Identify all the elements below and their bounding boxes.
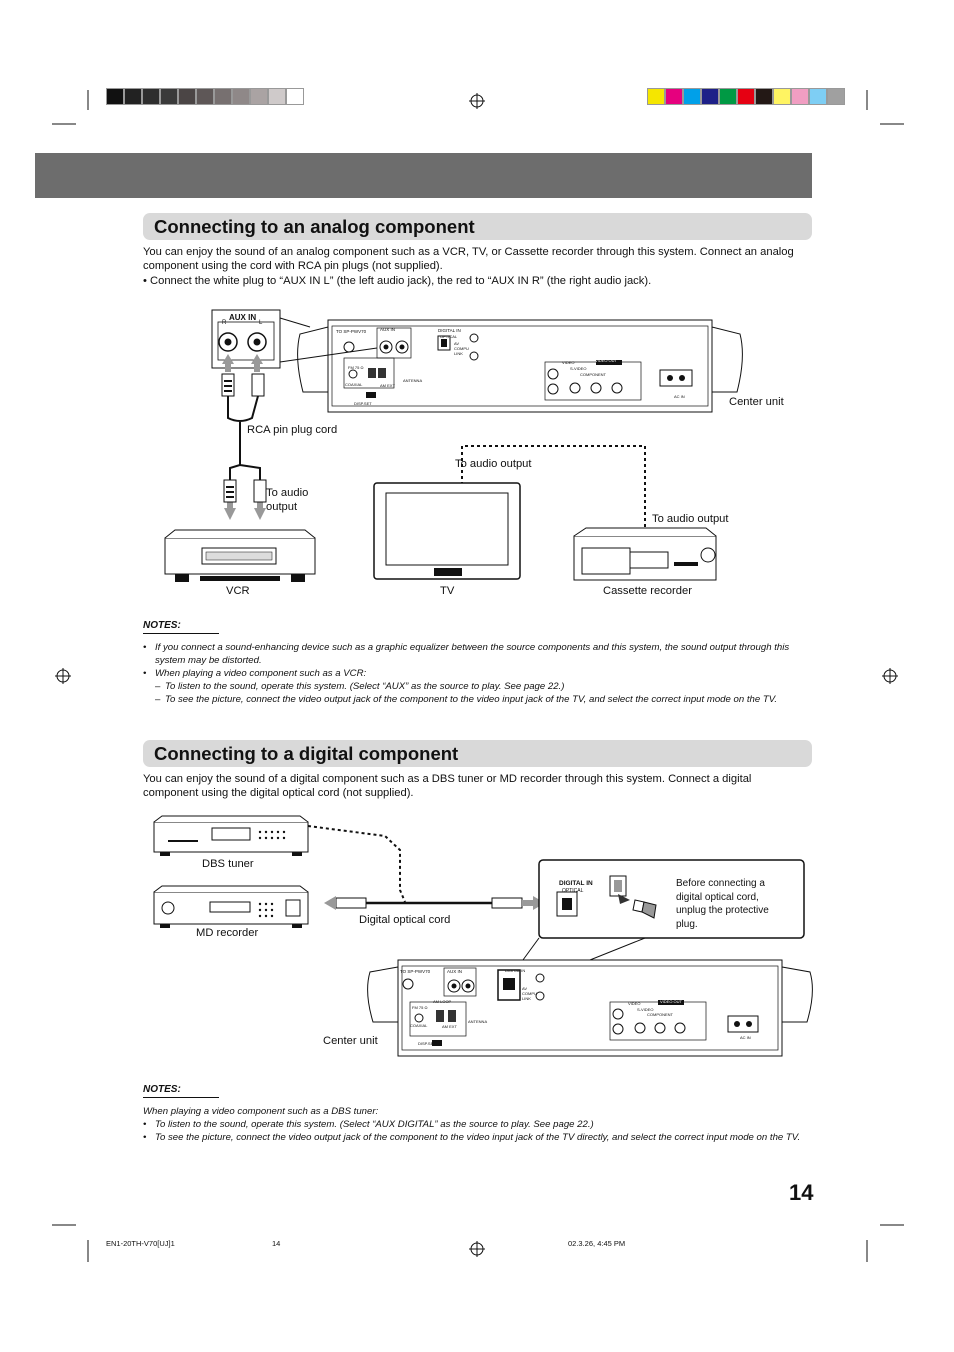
panel-label: AUX IN [447, 969, 463, 974]
registration-color-bar [647, 88, 845, 105]
digital-in-label: DIGITAL IN [559, 880, 593, 887]
header-band [35, 153, 812, 198]
panel-label: S-VIDEO [570, 366, 587, 371]
panel-label: COAXIAL [410, 1023, 428, 1028]
panel-label: COMPONENT [647, 1012, 673, 1017]
section-heading-digital [143, 740, 812, 767]
registration-swatch [719, 88, 737, 105]
note-subitem [143, 680, 812, 693]
analog-diagram [140, 300, 820, 610]
registration-swatch [142, 88, 160, 105]
panel-label: FM 75 Ω [348, 365, 364, 370]
panel-label: DISP.SET [418, 1041, 436, 1046]
footer-page: 14 [272, 1239, 281, 1248]
to-audio-output-tv-label: To audio output [455, 458, 532, 470]
cassette-label: Cassette recorder [603, 585, 692, 597]
registration-swatch [232, 88, 250, 105]
footer-date: 02.3.26, 4:45 PM [568, 1239, 626, 1248]
note-text: To listen to the sound, operate this system. (Select “AUX” as the source to play. See page 22.) [165, 681, 565, 692]
note-text: When playing a video component such as a VCR: [155, 668, 367, 679]
panel-label: ANTENNA [403, 378, 423, 383]
registration-swatch [250, 88, 268, 105]
to-audio-output-cassette-label: To audio output [652, 513, 729, 525]
tv-illustration [374, 483, 520, 579]
panel-label: S-VIDEO [637, 1007, 654, 1012]
vcr-illustration [165, 530, 315, 582]
note-intro: When playing a video component such as a DBS tuner: [143, 1106, 379, 1117]
rca-cord-label: RCA pin plug cord [247, 424, 338, 436]
registration-swatch [286, 88, 304, 105]
registration-swatch [755, 88, 773, 105]
panel-label: DIGITAL IN [505, 968, 526, 973]
notes-title: NOTES: [143, 1083, 219, 1098]
page-number: 14 [789, 1180, 814, 1205]
registration-swatch [178, 88, 196, 105]
footer-code: EN1-20TH-V70[UJ]1 [106, 1239, 175, 1248]
center-unit-label: Center unit [729, 396, 784, 408]
registration-swatch [683, 88, 701, 105]
aux-r-label: R [222, 320, 227, 326]
cassette-recorder-illustration [574, 528, 716, 580]
panel-label: AV COMPU LINK [454, 341, 469, 356]
dash-mark: – [155, 681, 161, 692]
md-recorder-illustration [154, 886, 308, 928]
note-item: • When playing a video component such as a VCR: [143, 668, 367, 679]
section-title: Connecting to a digital component [154, 743, 459, 764]
panel-label: COAXIAL [345, 382, 363, 387]
panel-label: AM EXT [442, 1024, 457, 1029]
intro-paragraph: You can enjoy the sound of a digital component such as a DBS tuner or MD recorder through this system. Connect a digital component using the digital optical cord (not supplied). [143, 773, 752, 800]
registration-swatch [701, 88, 719, 105]
panel-label: FM 75 Ω [412, 1005, 428, 1010]
note-text: To see the picture, connect the video output jack of the component to the video input jack of the TV directly, and select the correct input mode on the TV. [155, 1132, 801, 1143]
panel-label: AC IN [740, 1035, 751, 1040]
registration-swatch [665, 88, 683, 105]
panel-label: DISP.SET [354, 401, 372, 406]
registration-swatch [647, 88, 665, 105]
tv-label: TV [440, 585, 455, 597]
registration-swatch [160, 88, 178, 105]
registration-swatch [196, 88, 214, 105]
registration-swatch [268, 88, 286, 105]
panel-label: VIDEO OUT [660, 999, 683, 1004]
bullet-mark: • [143, 274, 147, 287]
md-recorder-label: MD recorder [196, 927, 259, 939]
center-unit-label: Center unit [323, 1035, 378, 1047]
protective-plug-callout: Before connecting a digital optical cord, unplug the protective plug. [676, 878, 769, 930]
optical-label: OPTICAL [562, 888, 584, 894]
registration-swatch [106, 88, 124, 105]
panel-label: VIDEO [562, 360, 575, 365]
notes-title: NOTES: [143, 619, 219, 634]
note-subitem [143, 693, 812, 706]
bullet-text: Connect the white plug to “AUX IN L” (the left audio jack), the red to “AUX IN R” (the right audio jack). [150, 274, 652, 287]
panel-label: ANTENNA [468, 1019, 488, 1024]
aux-l-label: L [259, 320, 263, 326]
bullet-item [143, 274, 808, 288]
note-item: • To see the picture, connect the video output jack of the component to the video input jack of the TV directly, and select the correct input mode on the TV. [143, 1132, 801, 1143]
panel-label: TO SP-PWV70 [336, 329, 367, 334]
registration-gray-bar [106, 88, 304, 105]
section-heading-analog [143, 213, 812, 240]
section-title: Connecting to an analog component [154, 216, 475, 237]
digital-intro [143, 772, 808, 801]
intro-paragraph: You can enjoy the sound of an analog component such as a VCR, TV, or Cassette recorder through this system. Connect an analog component using the cord with RCA pin plugs (not supplied). [143, 246, 794, 273]
panel-label: VIDEO [628, 1001, 641, 1006]
panel-label: AV COMPU LINK [522, 986, 537, 1001]
note-item: • If you connect a sound-enhancing device such as a graphic equalizer between the source components and this system, the sound output through this system may be distorted. [143, 642, 790, 666]
panel-label: OPTICAL [440, 334, 458, 339]
registration-swatch [124, 88, 142, 105]
analog-intro [143, 245, 808, 288]
to-audio-output-vcr-label: To audio output [266, 487, 309, 513]
optical-cord-label: Digital optical cord [359, 914, 451, 926]
panel-label: AC IN [674, 394, 685, 399]
panel-label: AUX IN [380, 327, 396, 332]
dash-mark: – [155, 694, 161, 705]
digital-notes [143, 1083, 812, 1144]
registration-swatch [737, 88, 755, 105]
note-text: To listen to the sound, operate this system. (Select “AUX DIGITAL” as the source to play. See page 22.) [155, 1119, 594, 1130]
registration-swatch [791, 88, 809, 105]
analog-notes [143, 619, 812, 706]
panel-label: AM EXT [380, 383, 395, 388]
panel-label: DIGITAL IN [438, 328, 461, 333]
vcr-label: VCR [226, 585, 250, 597]
panel-label: COMPONENT [580, 372, 606, 377]
panel-label: AM LOOP [433, 999, 452, 1004]
panel-label: VIDEO OUT [595, 358, 618, 363]
registration-swatch [773, 88, 791, 105]
registration-swatch [827, 88, 845, 105]
dbs-tuner-label: DBS tuner [202, 858, 254, 870]
registration-swatch [809, 88, 827, 105]
note-text: To see the picture, connect the video output jack of the component to the video input jack of the TV, and select the correct input mode on the TV. [165, 694, 778, 705]
aux-in-label: AUX IN [229, 313, 257, 322]
registration-swatch [214, 88, 232, 105]
panel-label: TO SP-PWV70 [400, 969, 431, 974]
note-text: If you connect a sound-enhancing device such as a graphic equalizer between the source components and this system, the sound output through this system may be distorted. [155, 642, 790, 666]
dbs-tuner-illustration [154, 816, 308, 856]
note-item: • To listen to the sound, operate this system. (Select “AUX DIGITAL” as the source to play. See page 22.) [143, 1119, 594, 1130]
